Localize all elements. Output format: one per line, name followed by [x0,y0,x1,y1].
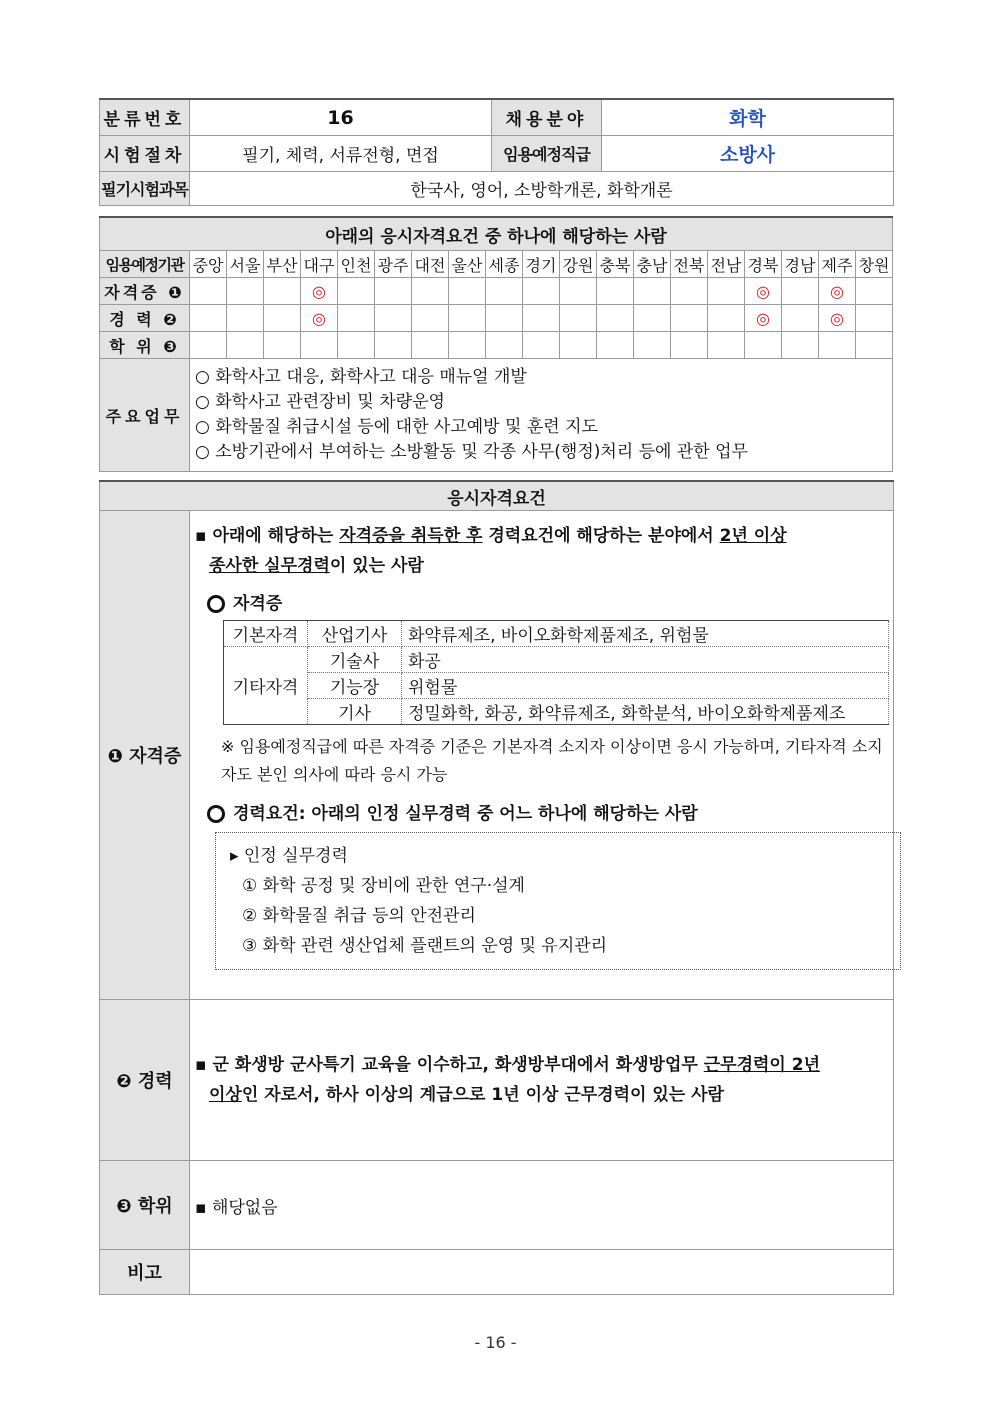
other-license-grade: 기술사 [308,647,402,673]
duties-list [190,359,893,472]
eligibility-mark-cell [227,305,264,332]
eligibility-mark-cell [375,305,412,332]
eligibility-mark-cell [486,278,523,305]
agency-cell: 인천 [338,251,375,278]
recognized-experience-box [215,832,901,970]
eligibility-mark-cell [634,278,671,305]
basic-license-label: 기본자격 [224,621,308,647]
eligibility-mark-cell [412,305,449,332]
other-license-label: 기타자격 [224,647,308,725]
eligibility-mark-cell [190,278,227,305]
cert-section [190,511,894,1000]
eligibility-mark-cell [338,332,375,359]
eligibility-title: 아래의 응시자격요건 중 하나에 해당하는 사람 [100,217,893,251]
eligibility-mark-cell: ◎ [301,278,338,305]
agency-cell: 충북 [597,251,634,278]
cert-row-label: 자격증 ❶ [100,278,190,305]
procedure-label: 시험절차 [100,136,190,172]
agency-cell: 충남 [634,251,671,278]
eligibility-mark-cell [597,305,634,332]
eligibility-mark-cell [264,305,301,332]
eligibility-mark-cell [190,305,227,332]
square-bullet-icon: ▪ [195,526,213,546]
eligibility-mark-cell [634,332,671,359]
degree-section [190,1161,894,1250]
eligibility-mark-cell [782,332,819,359]
square-bullet-icon: ▪ [195,1055,213,1075]
eligibility-mark-cell [671,332,708,359]
eligibility-mark-cell [523,305,560,332]
eligibility-mark-cell [449,305,486,332]
career-row-label: 경 력 ❷ [100,305,190,332]
eligibility-mark-cell [671,278,708,305]
basic-license-grade: 산업기사 [308,621,402,647]
eligibility-mark-cell [856,305,893,332]
duty-item: ○ 화학사고 관련장비 및 차량운영 [195,392,445,412]
eligibility-mark-cell [486,332,523,359]
procedure-value: 필기, 체력, 서류전형, 면접 [190,136,492,172]
eligibility-mark-cell: ◎ [745,278,782,305]
eligibility-mark-cell [523,332,560,359]
eligibility-mark-cell [375,278,412,305]
career-section-label: ❷ 경력 [100,1000,190,1161]
eligibility-mark-cell: ◎ [745,305,782,332]
eligibility-mark-cell [375,332,412,359]
eligibility-mark-cell [523,278,560,305]
info-table [99,98,894,206]
page-number: - 16 - [474,1333,517,1352]
eligibility-mark-cell [597,278,634,305]
eligibility-table [99,216,893,472]
eligibility-mark-cell [708,278,745,305]
eligibility-mark-cell [782,278,819,305]
eligibility-mark-cell [671,305,708,332]
duty-item: ○ 화학사고 대응, 화학사고 대응 매뉴얼 개발 [195,367,527,387]
eligibility-mark-cell [449,278,486,305]
eligibility-mark-cell [449,332,486,359]
agency-cell: 전남 [708,251,745,278]
agency-cell: 강원 [560,251,597,278]
agency-cell: 중앙 [190,251,227,278]
cert-subtitle: 자격증 [207,589,886,614]
agency-cell: 서울 [227,251,264,278]
cert-section-label: ❶ 자격증 [100,511,190,1000]
requirements-title: 응시자격요건 [100,481,894,511]
agency-label: 임용예정기관 [100,251,190,278]
agency-cell: 창원 [856,251,893,278]
duty-item: ○ 화학물질 취급시설 등에 대한 사고예방 및 훈련 지도 [195,417,598,437]
experience-item: ③ 화학 관련 생산업체 플랜트의 운영 및 유지관리 [242,936,608,956]
license-table [223,620,889,725]
eligibility-mark-cell [190,332,227,359]
field-label: 채용분야 [492,99,602,136]
duty-item: ○ 소방기관에서 부여하는 소방활동 및 각종 사무(행정)처리 등에 관한 업무 [195,442,748,462]
agency-cell: 경남 [782,251,819,278]
circle-bullet-icon [207,805,225,823]
class-no-value: 16 [190,99,492,136]
other-license-items: 화공 [402,647,889,673]
subjects-value: 한국사, 영어, 소방학개론, 화학개론 [190,172,894,206]
eligibility-mark-cell [856,332,893,359]
requirements-table [99,480,894,1295]
eligibility-mark-cell [560,305,597,332]
eligibility-mark-cell [338,278,375,305]
box-title: ▸ 인정 실무경력 [230,846,348,866]
career-requirement: ▪ 군 화생방 군사특기 교육을 이수하고, 화생방부대에서 화생방업무 근무경력이 2년 이상인 자로서, 하사 이상의 계급으로 1년 이상 근무경력이 있는 사람 [195,1055,821,1105]
eligibility-mark-cell [708,332,745,359]
class-no-label: 분류번호 [100,99,190,136]
agency-cell: 제주 [819,251,856,278]
rank-value: 소방사 [602,136,894,172]
eligibility-mark-cell [782,305,819,332]
eligibility-mark-cell [560,332,597,359]
agency-cell: 부산 [264,251,301,278]
cert-requirement: ▪ 아래에 해당하는 자격증을 취득한 후 경력요건에 해당하는 분야에서 2년 이상 종사한 실무경력이 있는 사람 [195,526,787,576]
other-license-items: 정밀화학, 화공, 화약류제조, 화학분석, 바이오화학제품제조 [402,699,889,725]
rank-label: 임용예정직급 [492,136,602,172]
degree-text: 해당없음 [211,1197,278,1218]
degree-row-label: 학 위 ❸ [100,332,190,359]
agency-cell: 경기 [523,251,560,278]
eligibility-mark-cell [856,278,893,305]
remarks-label: 비고 [100,1250,190,1295]
document-page [99,98,893,1295]
degree-section-label: ❸ 학위 [100,1161,190,1250]
eligibility-mark-cell [227,278,264,305]
eligibility-mark-cell [412,332,449,359]
eligibility-mark-cell [819,332,856,359]
agency-cell: 대전 [412,251,449,278]
eligibility-mark-cell [634,305,671,332]
eligibility-mark-cell [264,278,301,305]
eligibility-mark-cell [597,332,634,359]
experience-item: ① 화학 공정 및 장비에 관한 연구·설계 [242,876,525,896]
other-license-grade: 기사 [308,699,402,725]
cert-note: ※ 임용예정직급에 따른 자격증 기준은 기본자격 소지자 이상이면 응시 가능하며, 기타자격 소지자도 본인 의사에 따라 응시 가능 [221,737,883,784]
eligibility-mark-cell [338,305,375,332]
circle-bullet-icon [207,595,225,613]
agency-cell: 경북 [745,251,782,278]
eligibility-mark-cell [227,332,264,359]
eligibility-mark-cell [412,278,449,305]
career-requirement-title: 경력요건: 아래의 인정 실무경력 중 어느 하나에 해당하는 사람 [207,799,886,824]
eligibility-mark-cell [264,332,301,359]
eligibility-mark-cell: ◎ [301,305,338,332]
remarks-value [190,1250,894,1295]
duties-label: 주요업무 [100,359,190,472]
other-license-grade: 기능장 [308,673,402,699]
career-section [190,1000,894,1161]
subjects-label: 필기시험과목 [100,172,190,206]
field-value: 화학 [602,99,894,136]
agency-cell: 전북 [671,251,708,278]
eligibility-mark-cell [745,332,782,359]
experience-item: ② 화학물질 취급 등의 안전관리 [242,906,476,926]
eligibility-mark-cell: ◎ [819,278,856,305]
agency-cell: 세종 [486,251,523,278]
eligibility-mark-cell [486,305,523,332]
agency-cell: 대구 [301,251,338,278]
eligibility-mark-cell [708,305,745,332]
eligibility-mark-cell: ◎ [819,305,856,332]
eligibility-mark-cell [560,278,597,305]
other-license-items: 위험물 [402,673,889,699]
basic-license-items: 화약류제조, 바이오화학제품제조, 위험물 [402,621,889,647]
square-bullet-icon: ▪ [195,1197,212,1218]
eligibility-mark-cell [301,332,338,359]
agency-cell: 울산 [449,251,486,278]
agency-cell: 광주 [375,251,412,278]
